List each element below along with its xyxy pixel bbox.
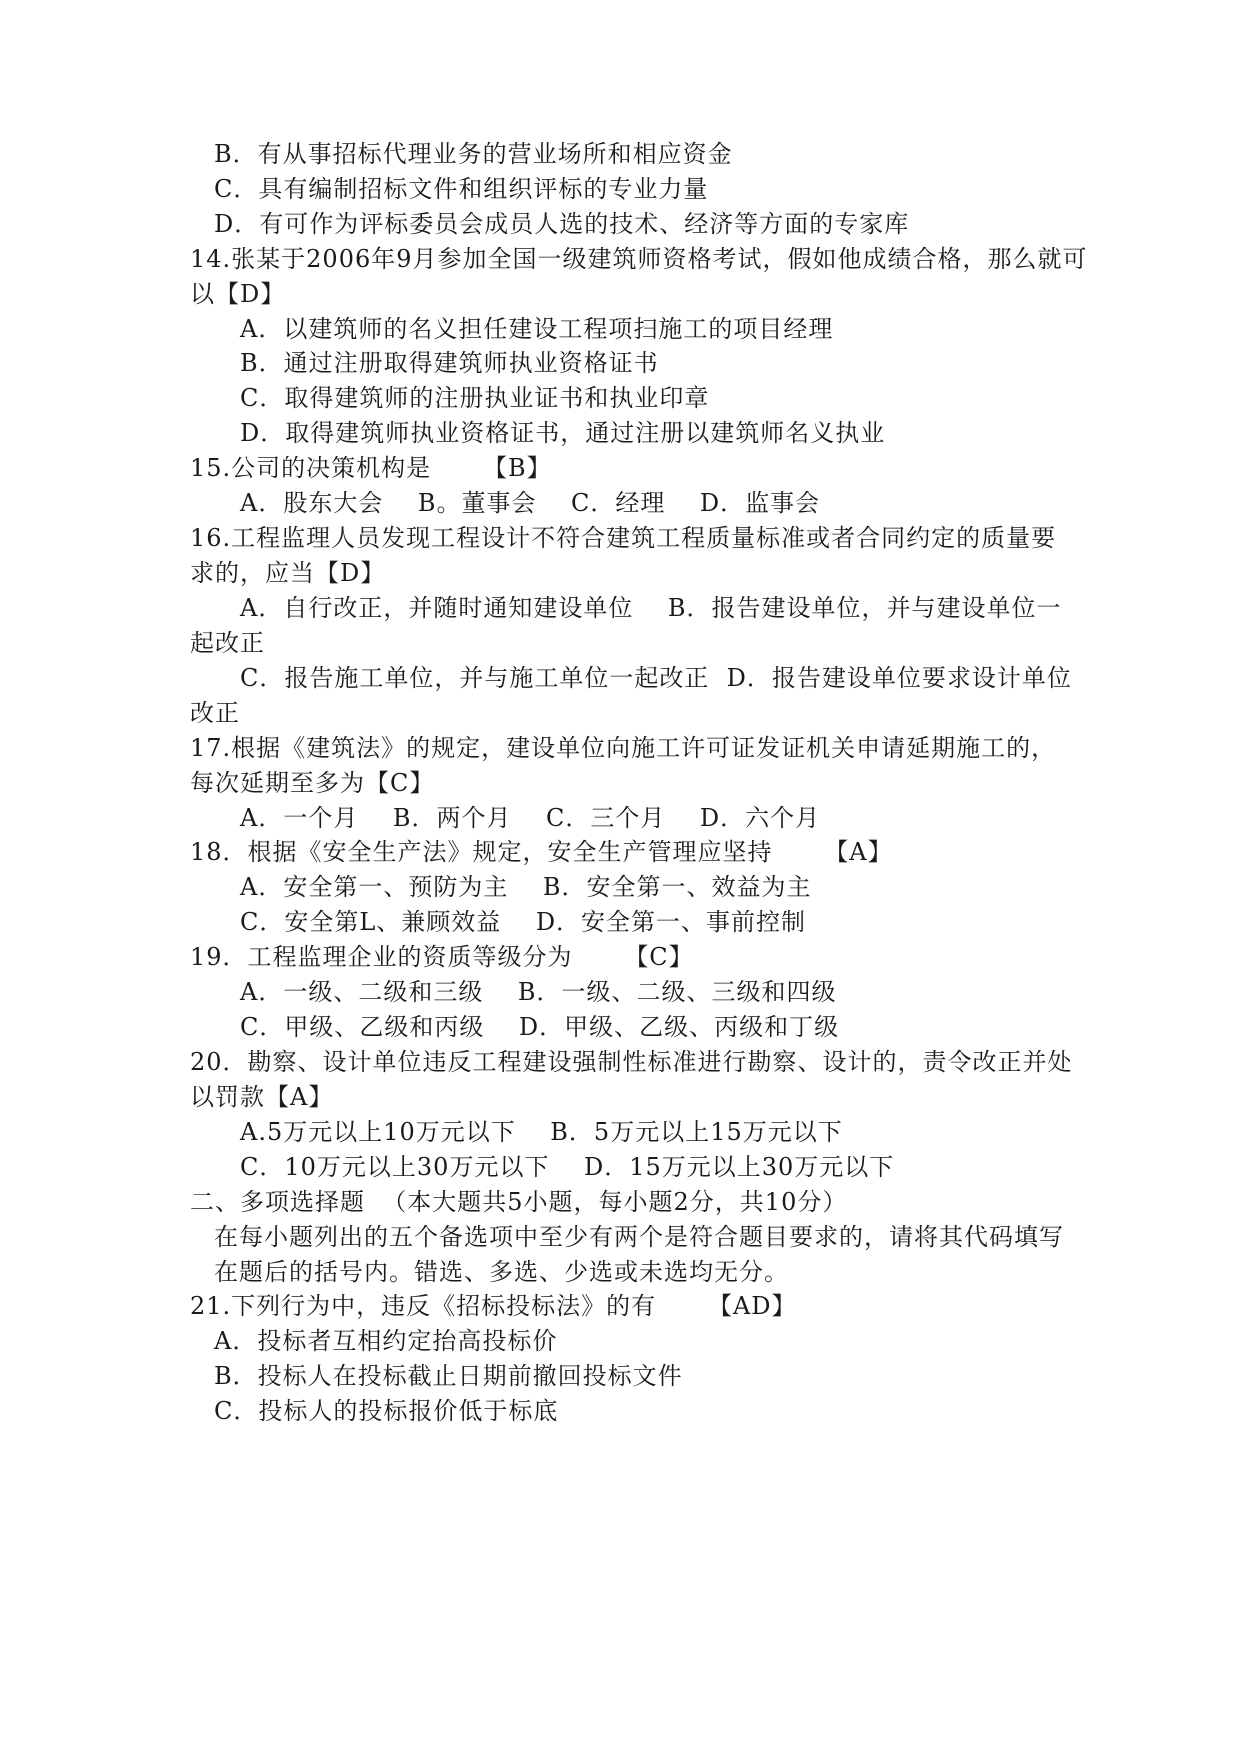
options-ab-q19: A．一级、二级和三级 B．一级、二级、三级和四级 bbox=[240, 978, 837, 1006]
question-14-stem: 14.张某于2006年9月参加全国一级建筑师资格考试，假如他成绩合格，那么就可 bbox=[190, 245, 1088, 273]
option-a-q21: A．投标者互相约定抬高投标价 bbox=[214, 1327, 558, 1355]
question-17-stem-cont: 每次延期至多为【C】 bbox=[190, 769, 435, 797]
options-q15: A．股东大会 B。董事会 C．经理 D．监事会 bbox=[240, 489, 821, 517]
option-b-q21: B．投标人在投标截止日期前撤回投标文件 bbox=[214, 1362, 683, 1390]
option-d-q13: D．有可作为评标委员会成员人选的技术、经济等方面的专家库 bbox=[214, 210, 910, 238]
question-18-stem: 18．根据《安全生产法》规定，安全生产管理应坚持 【A】 bbox=[190, 838, 893, 866]
question-15-stem: 15.公司的决策机构是 【B】 bbox=[190, 454, 552, 482]
options-cd-q18: C．安全第L、兼顾效益 D．安全第一、事前控制 bbox=[240, 908, 807, 936]
option-d-q14: D．取得建筑师执业资格证书，通过注册以建筑师名义执业 bbox=[240, 419, 886, 447]
option-c-q21: C．投标人的投标报价低于标底 bbox=[214, 1397, 559, 1425]
options-cd-q16-cont: 改正 bbox=[190, 699, 240, 727]
option-b-q13: B．有从事招标代理业务的营业场所和相应资金 bbox=[214, 140, 733, 168]
options-cd-q20: C．10万元以上30万元以下 D．15万元以上30万元以下 bbox=[240, 1153, 895, 1181]
option-b-q14: B．通过注册取得建筑师执业资格证书 bbox=[240, 349, 659, 377]
options-ab-q20: A.5万元以上10万元以下 B．5万元以上15万元以下 bbox=[240, 1118, 843, 1146]
option-c-q14: C．取得建筑师的注册执业证书和执业印章 bbox=[240, 384, 710, 412]
options-ab-q18: A．安全第一、预防为主 B．安全第一、效益为主 bbox=[240, 873, 812, 901]
options-ab-q16: A．自行改正，并随时通知建设单位 B．报告建设单位，并与建设单位一 bbox=[240, 594, 1062, 622]
question-19-stem: 19．工程监理企业的资质等级分为 【C】 bbox=[190, 943, 694, 971]
question-21-stem: 21.下列行为中，违反《招标投标法》的有 【AD】 bbox=[190, 1292, 797, 1320]
option-c-q13: C．具有编制招标文件和组织评标的专业力量 bbox=[214, 175, 709, 203]
options-ab-q16-cont: 起改正 bbox=[190, 629, 265, 657]
question-20-stem: 20．勘察、设计单位违反工程建设强制性标准进行勘察、设计的，责令改正并处 bbox=[190, 1048, 1073, 1076]
section-instructions-cont: 在题后的括号内。错选、多选、少选或未选均无分。 bbox=[214, 1258, 789, 1286]
options-cd-q19: C．甲级、乙级和丙级 D．甲级、乙级、丙级和丁级 bbox=[240, 1013, 840, 1041]
section-heading-multiple-choice: 二、多项选择题 （本大题共5小题，每小题2分，共10分） bbox=[190, 1188, 848, 1216]
question-20-stem-cont: 以罚款【A】 bbox=[190, 1083, 334, 1111]
options-q17: A．一个月 B．两个月 C．三个月 D．六个月 bbox=[240, 804, 821, 832]
question-16-stem: 16.工程监理人员发现工程设计不符合建筑工程质量标准或者合同约定的质量要 bbox=[190, 524, 1057, 552]
options-cd-q16: C．报告施工单位，并与施工单位一起改正 D．报告建设单位要求设计单位 bbox=[240, 664, 1072, 692]
section-instructions: 在每小题列出的五个备选项中至少有两个是符合题目要求的，请将其代码填写 bbox=[214, 1223, 1064, 1251]
question-14-stem-cont: 以【D】 bbox=[190, 280, 286, 308]
question-17-stem: 17.根据《建筑法》的规定，建设单位向施工许可证发证机关申请延期施工的， bbox=[190, 734, 1057, 762]
question-16-stem-cont: 求的，应当【D】 bbox=[190, 559, 386, 587]
option-a-q14: A．以建筑师的名义担任建设工程项扫施工的项目经理 bbox=[240, 315, 834, 343]
